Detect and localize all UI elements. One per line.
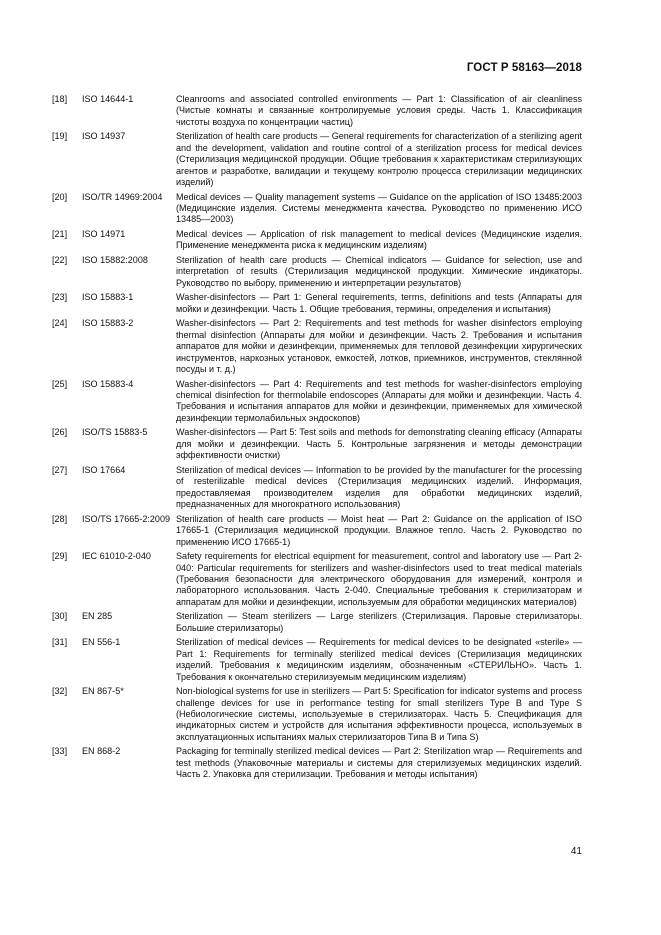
- reference-code: ISO/TS 15883-5: [82, 427, 148, 438]
- reference-title: Medical devices — Application of risk management to medical devices (Медицинские изделия. Применение менеджмента риска к медицинским изделиям): [176, 229, 582, 251]
- reference-number: [27]: [52, 464, 68, 475]
- reference-title: Washer-disinfectors — Part 5: Test soils and methods for demonstrating cleaning efficacy (Аппараты для мойки и дезинфекции. Часть 5. Контрольные загрязнения и методы демонстрации эффективности очистки): [176, 427, 582, 461]
- reference-entry: [52, 229, 582, 252]
- reference-code: ISO 15882:2008: [82, 255, 148, 266]
- reference-number: [23]: [52, 292, 68, 303]
- reference-title: Washer-disinfectors — Part 1: General requirements, terms, definitions and tests (Аппараты для мойки и дезинфекции. Часть 1. Общие требования, термины, определения и испытания): [176, 292, 582, 314]
- reference-title: Washer-disinfectors — Part 2: Requirements and test methods for washer disinfectors employing thermal disinfection (Аппараты для мойки и дезинфекции. Часть 2. Требования и испытания аппаратов для мойки и дезинфекции, применяемых для тепловой дезинфекции хирургических инструментов, наркозных установок, емкостей, лотков, приемников, инструментов, стеклянной посуды и т. д.): [176, 318, 582, 375]
- reference-entry: [52, 318, 582, 375]
- reference-number: [22]: [52, 255, 68, 266]
- reference-entry: [52, 746, 582, 780]
- reference-code: ISO 15883-2: [82, 318, 134, 329]
- reference-entry: [52, 686, 582, 743]
- reference-code: ISO 15883-1: [82, 292, 134, 303]
- reference-title: Sterilization — Steam sterilizers — Large sterilizers (Стерилизация. Паровые стерилизаторы. Большие стерилизаторы): [176, 611, 582, 633]
- reference-entry: [52, 131, 582, 188]
- reference-title: Sterilization of medical devices — Requirements for medical devices to be designated «sterile» — Part 1: Requirements for terminally sterilized medical devices (Стерилизация медицинских изделий. Требования к медицинским изделиям, обозначенным «СТЕРИЛЬНО». Часть 1. Требования к окончательно стерилизуемым медицинским изделиям): [176, 637, 582, 682]
- reference-entry: [52, 192, 582, 226]
- reference-number: [18]: [52, 94, 68, 104]
- reference-code: ISO 14937: [82, 131, 126, 142]
- reference-number: [25]: [52, 378, 68, 389]
- reference-entry: [52, 611, 582, 634]
- page-number: 41: [570, 846, 582, 857]
- reference-entry: [52, 292, 582, 315]
- reference-entry: [52, 465, 582, 511]
- reference-number: [33]: [52, 746, 68, 757]
- bibliography-list: [52, 94, 582, 784]
- reference-number: [30]: [52, 611, 68, 622]
- reference-entry: [52, 514, 582, 548]
- reference-entry: [52, 255, 582, 289]
- standard-header: ГОСТ Р 58163—2018: [466, 62, 582, 74]
- reference-entry: [52, 427, 582, 461]
- reference-code: EN 867-5*: [82, 686, 124, 697]
- reference-number: [29]: [52, 551, 68, 562]
- reference-number: [20]: [52, 191, 68, 202]
- reference-code: EN 556-1: [82, 637, 121, 648]
- reference-number: [31]: [52, 637, 68, 648]
- reference-number: [24]: [52, 318, 68, 329]
- reference-title: Cleanrooms and associated controlled environments — Part 1: Classification of air cleanliness (Чистые комнаты и связанные контролируемые условия среды. Часть 1. Классификация чистоты воздуха по концентрации частиц): [176, 94, 582, 127]
- reference-number: [28]: [52, 513, 68, 524]
- reference-code: EN 868-2: [82, 746, 121, 757]
- reference-code: EN 285: [82, 611, 113, 622]
- reference-number: [32]: [52, 686, 68, 697]
- reference-title: Washer-disinfectors — Part 4: Requirements and test methods for washer-disinfectors employing chemical disinfection for thermolabile endoscopes (Аппараты для мойки и дезинфекции. Часть 4. Требования и испытания аппаратов для мойки и дезинфекции, применяемых для химической дезинфекции термолабильных эндоскопов): [176, 378, 582, 423]
- reference-code: ISO 15883-4: [82, 378, 134, 389]
- reference-title: Medical devices — Quality management systems — Guidance on the application of ISO 13485:2003 (Медицинские изделия. Системы менеджмента качества. Руководство по применению ИСО 13485—2003): [176, 191, 582, 225]
- reference-title: Sterilization of health care products — Moist heat — Part 2: Guidance on the application of ISO 17665-1 (Стерилизация медицинской продукции. Влажное тепло. Часть 2. Руководство по применению ИСО 17665-1): [176, 513, 582, 547]
- reference-entry: [52, 94, 582, 128]
- reference-title: Safety requirements for electrical equipment for measurement, control and laboratory use — Part 2-040: Particular requirements for sterilizers and washer-disinfectors used to treat medical materials (Требования безопасности для электрического оборудования для измерений, контроля и лабораторного использования. Часть 2-040. Специальные требования к стерилизаторам и аппаратам для мойки и дезинфекции, используемым для обработки медицинских материалов): [176, 551, 582, 607]
- reference-code: ISO 14644-1: [82, 94, 134, 104]
- reference-title: Sterilization of health care products — General requirements for characterization of a sterilizing agent and the development, validation and routine control of a sterilization process for medical devices (Стерилизация медицинской продукции. Общие требования к характеристикам стерилизующих агентов и разработке, валидации и текущему контролю процесса стерилизации медицинских изделий): [176, 131, 582, 188]
- reference-title: Non-biological systems for use in sterilizers — Part 5: Specification for indicator systems and process challenge devices for use in performance testing for small sterilizers Type B and Type S (Небиологические системы, используемые в стерилизаторах. Часть 5. Спецификация для индикаторных систем и устройств для испытания эффективности процесса, используемых в эксплуатационных испытаниях малых стерилизаторов Типа В и Типа S): [176, 686, 582, 742]
- reference-number: [19]: [52, 131, 68, 142]
- reference-code: ISO 14971: [82, 229, 126, 240]
- reference-code: ISO/TR 14969:2004: [82, 191, 163, 202]
- reference-code: ISO/TS 17665-2:2009: [82, 513, 171, 524]
- reference-entry: [52, 551, 582, 608]
- reference-code: IEC 61010-2-040: [82, 551, 151, 562]
- reference-title: Packaging for terminally sterilized medical devices — Part 2: Sterilization wrap — Requirements and test methods (Упаковочные материалы и системы для стерилизуемых медицинских изделий. Часть 2. Упаковка для стерилизации. Требования и методы испытания): [176, 746, 582, 780]
- reference-title: Sterilization of health care products — Chemical indicators — Guidance for selection, use and interpretation of results (Стерилизация медицинской продукции. Химические индикаторы. Руководство по выбору, применению и интерпретации результатов): [176, 255, 582, 288]
- reference-number: [26]: [52, 427, 68, 438]
- reference-code: ISO 17664: [82, 464, 126, 475]
- reference-number: [21]: [52, 229, 68, 240]
- reference-title: Sterilization of medical devices — Information to be provided by the manufacturer for the processing of resterilizable medical devices (Стерилизация медицинских изделий. Информация, предоставляемая производителем изделия для обработки медицинских изделий, предназначенных для многократного использования): [176, 464, 582, 510]
- reference-entry: [52, 637, 582, 683]
- reference-entry: [52, 379, 582, 425]
